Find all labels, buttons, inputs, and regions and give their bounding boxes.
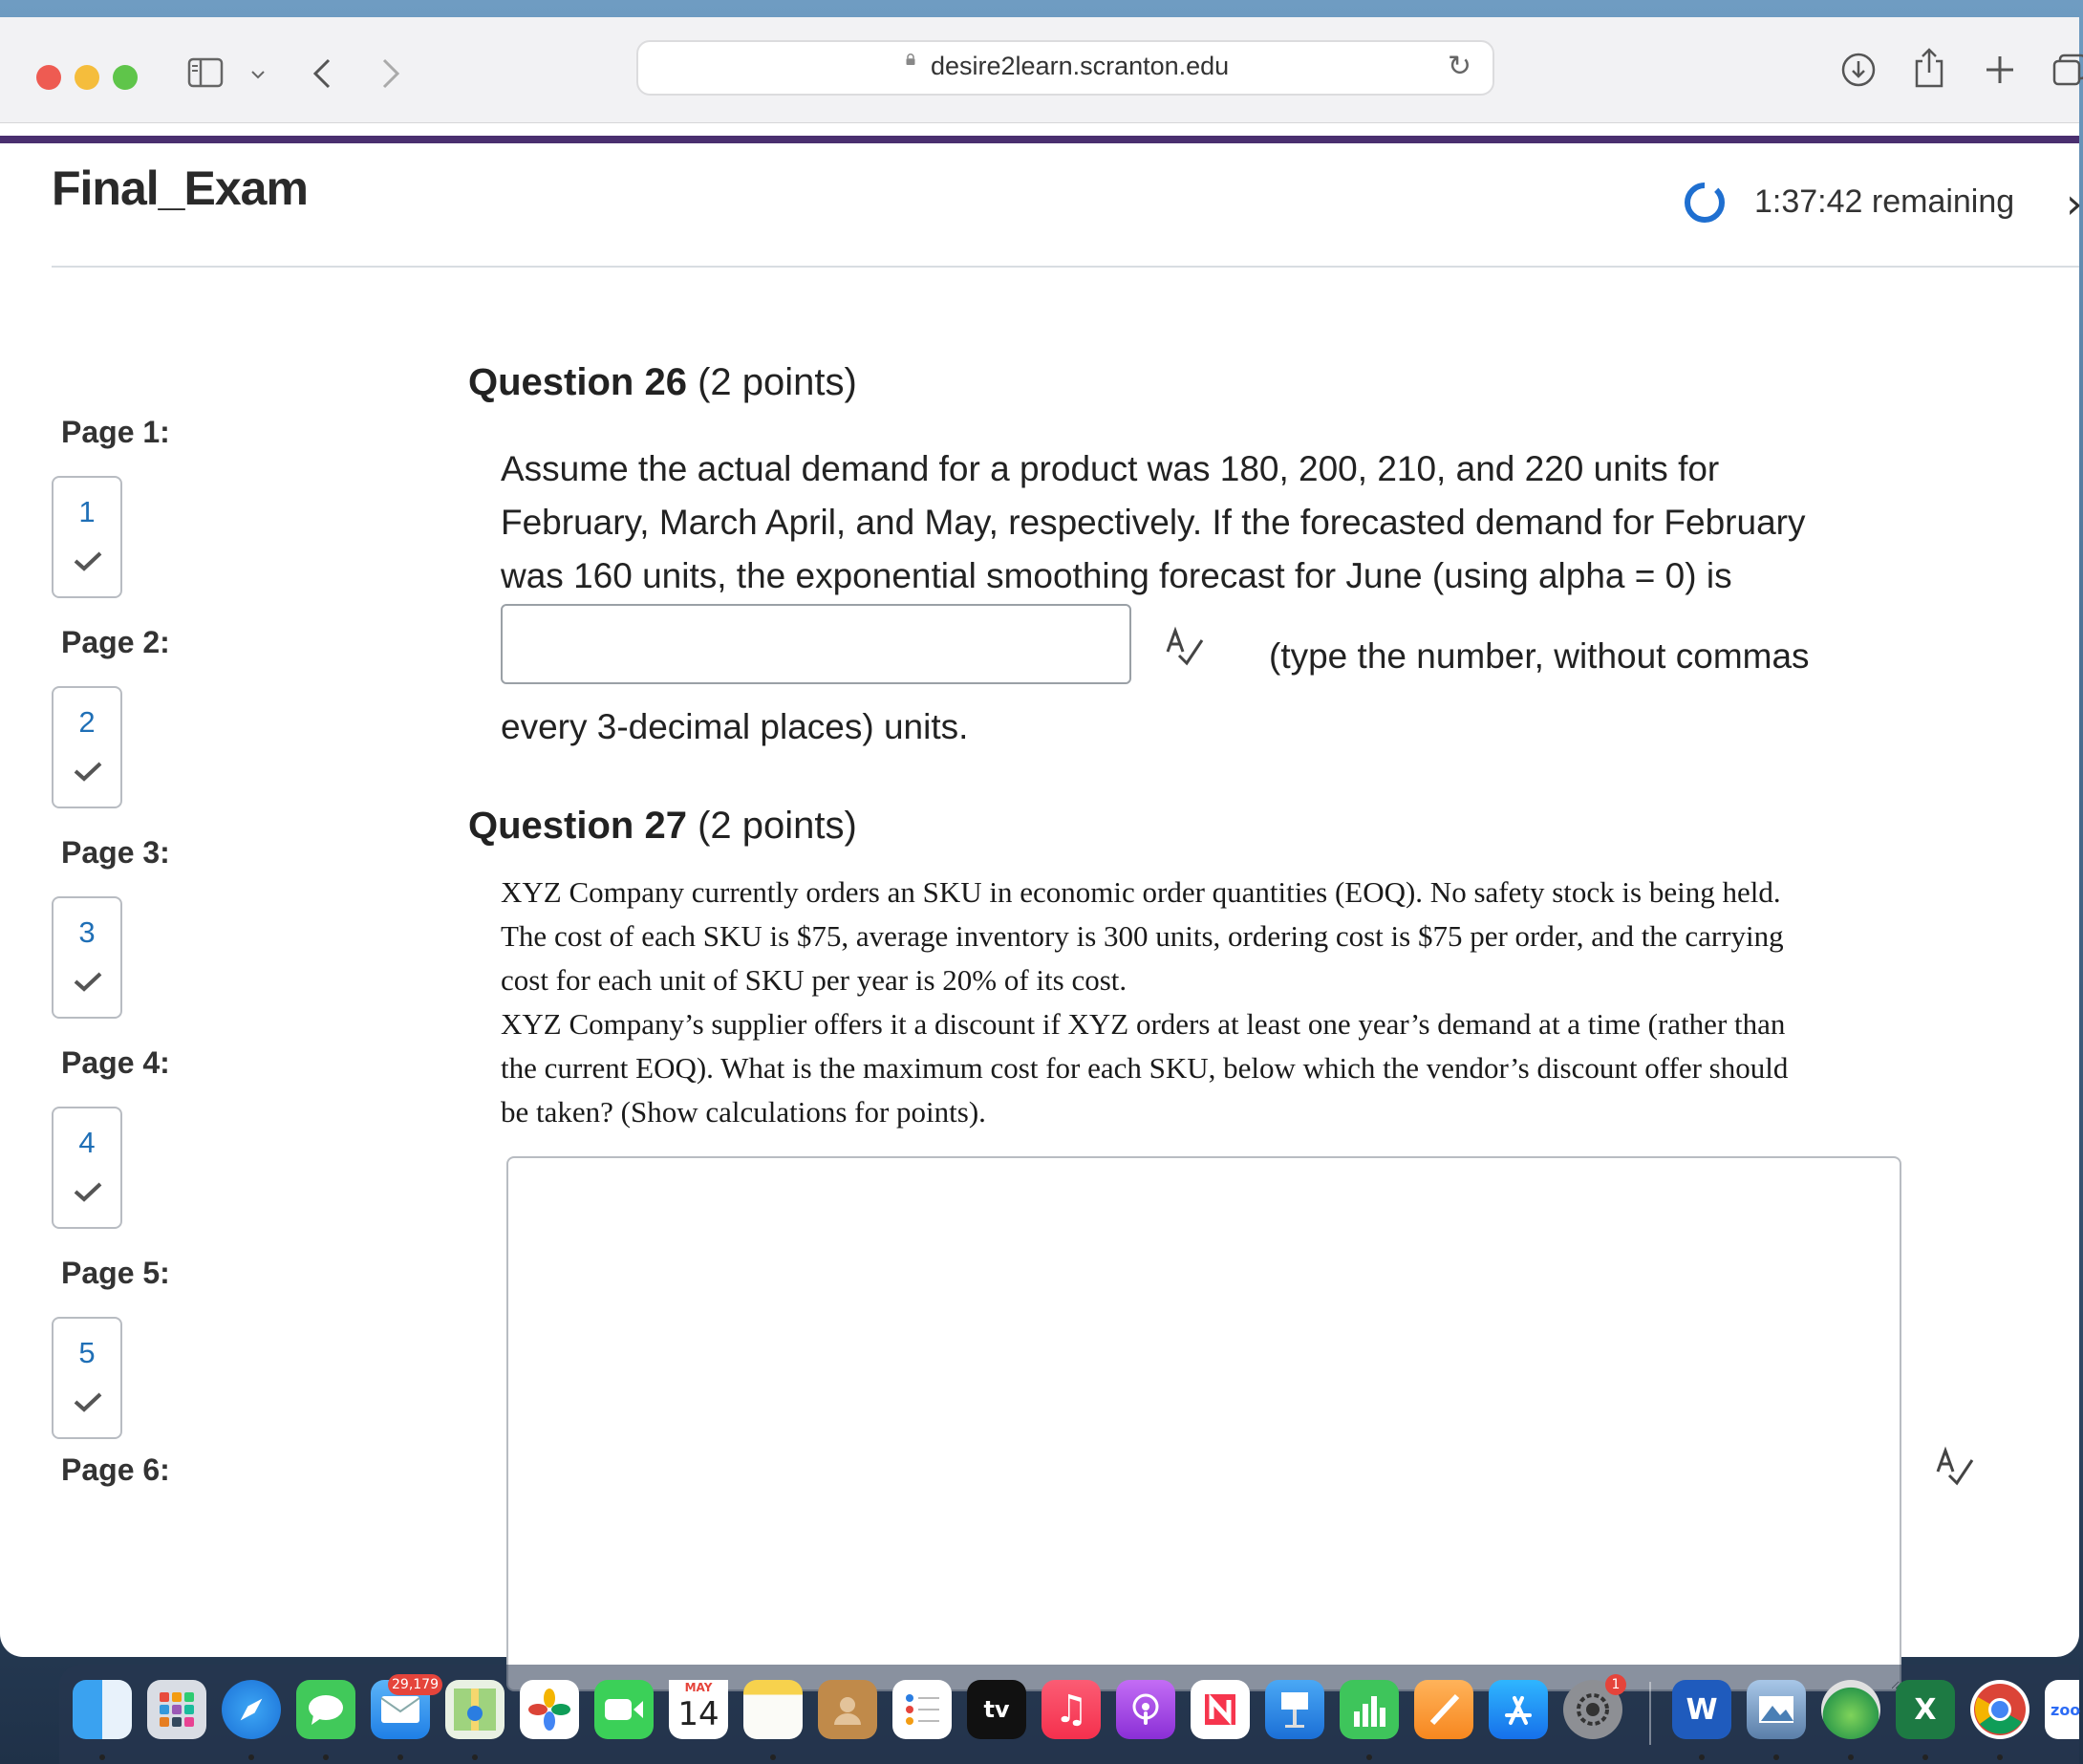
running-indicator (1366, 1754, 1372, 1760)
forward-arrow-icon[interactable] (380, 57, 401, 90)
running-indicator (770, 1754, 776, 1760)
download-icon[interactable] (1840, 52, 1877, 88)
sidebar-toggle-icon[interactable] (187, 57, 224, 88)
checkmark-icon (73, 761, 103, 782)
question-26-answer-input[interactable] (501, 604, 1131, 684)
running-indicator (99, 1754, 105, 1760)
numbers-icon[interactable] (1340, 1680, 1399, 1739)
reload-icon[interactable]: ↻ (1447, 50, 1471, 83)
page-number: 5 (78, 1336, 96, 1369)
mail-badge: 29,179 (388, 1674, 442, 1695)
maps-icon[interactable] (445, 1680, 505, 1739)
share-icon[interactable] (1913, 46, 1945, 90)
close-exam-icon[interactable]: › (2066, 180, 2083, 228)
preview-icon[interactable] (1747, 1680, 1806, 1739)
question-text-line: The cost of each SKU is $75, average inventory is 300 units, ordering cost is $75 per order, and the carrying (501, 919, 1784, 953)
question-text-line: be taken? (Show calculations for points). (501, 1095, 986, 1129)
zoom-window-button[interactable] (113, 65, 138, 90)
chevron-down-icon[interactable] (250, 69, 266, 80)
question-27-answer-textarea[interactable] (506, 1156, 1901, 1691)
macos-dock (59, 1665, 2079, 1764)
page-label: Page 2: (61, 625, 170, 659)
tab-overview-icon[interactable] (2051, 52, 2079, 88)
page-link-2[interactable] (52, 686, 122, 808)
word-letter: W (1686, 1692, 1718, 1727)
contacts-icon[interactable] (818, 1680, 877, 1739)
address-bar[interactable] (636, 40, 1494, 96)
running-indicator (1997, 1754, 2003, 1760)
page-label: Page 6: (61, 1452, 170, 1487)
dock-divider (1649, 1682, 1651, 1745)
question-text-line: Assume the actual demand for a product was 180, 200, 210, and 220 units for (501, 449, 1720, 488)
question-text-line: every 3-decimal places) units. (501, 707, 969, 746)
calendar-month: MAY (669, 1680, 728, 1695)
timer-ring-icon (1684, 182, 1726, 224)
site-accent-bar (0, 136, 2079, 143)
running-indicator (1699, 1754, 1705, 1760)
question-26-heading (468, 361, 857, 404)
new-tab-plus-icon[interactable] (1984, 54, 2016, 86)
zoom-label: zoo (2051, 1700, 2081, 1719)
lock-icon (904, 54, 917, 65)
checkmark-icon (73, 1181, 103, 1202)
page-link-3[interactable] (52, 896, 122, 1019)
page-navigation-sidebar (0, 380, 248, 1487)
excel-letter: X (1914, 1692, 1937, 1727)
chrome-icon[interactable] (1970, 1680, 2029, 1739)
question-number: Question 27 (468, 805, 687, 847)
spellcheck-icon[interactable] (1164, 625, 1206, 667)
safari-icon[interactable] (222, 1680, 281, 1739)
question-text-line: XYZ Company currently orders an SKU in economic order quantities (EOQ). No safety stock is being held. (501, 875, 1781, 909)
page-link-1[interactable] (52, 476, 122, 598)
question-text-line: February, March April, and May, respectively. If the forecasted demand for February (501, 503, 1806, 542)
url-text: desire2learn.scranton.edu (931, 52, 1230, 80)
page-title: Final_Exam (52, 161, 308, 215)
running-indicator (1773, 1754, 1779, 1760)
checkmark-icon (73, 550, 103, 571)
page-number: 2 (78, 705, 96, 739)
music-icon[interactable]: ♫ (1042, 1680, 1101, 1739)
page-label-clip (0, 1452, 248, 1487)
xcode-simulator-icon[interactable] (1821, 1680, 1880, 1739)
close-window-button[interactable] (36, 65, 61, 90)
page-number: 1 (78, 495, 96, 528)
tv-label: tv (983, 1696, 1010, 1723)
finder-icon[interactable] (73, 1680, 132, 1739)
word-icon[interactable] (1672, 1680, 1731, 1739)
question-number: Question 26 (468, 361, 687, 403)
question-text-line: the current EOQ). What is the maximum cost for each SKU, below which the vendor’s discount offer should (501, 1051, 1789, 1085)
keynote-icon[interactable] (1265, 1680, 1324, 1739)
spellcheck-icon[interactable] (1934, 1445, 1976, 1487)
page-label: Page 5: (61, 1256, 170, 1290)
launchpad-icon[interactable] (147, 1680, 206, 1739)
question-points: (2 points) (698, 805, 857, 847)
minimize-window-button[interactable] (75, 65, 99, 90)
page-label: Page 1: (61, 415, 170, 449)
running-indicator (1848, 1754, 1854, 1760)
browser-window (0, 17, 2083, 1657)
page-label: Page 3: (61, 835, 170, 870)
notes-icon[interactable] (743, 1680, 803, 1739)
page-number: 3 (78, 915, 96, 949)
reminders-icon[interactable] (892, 1680, 952, 1739)
running-indicator (248, 1754, 254, 1760)
facetime-icon[interactable] (594, 1680, 654, 1739)
podcasts-icon[interactable] (1116, 1680, 1175, 1739)
photos-icon[interactable] (520, 1680, 579, 1739)
timer-remaining: 1:37:42 remaining (1754, 183, 2015, 220)
back-arrow-icon[interactable] (311, 57, 333, 90)
page-number: 4 (78, 1126, 96, 1159)
question-27-heading (468, 805, 857, 848)
checkmark-icon (73, 971, 103, 992)
page-label: Page 4: (61, 1045, 170, 1080)
pages-icon[interactable] (1414, 1680, 1473, 1739)
question-points: (2 points) (698, 361, 857, 403)
question-text-line: XYZ Company’s supplier offers it a discount if XYZ orders at least one year’s demand at a time (rather than (501, 1007, 1786, 1041)
news-icon[interactable] (1191, 1680, 1250, 1739)
messages-icon[interactable] (296, 1680, 355, 1739)
page-link-4[interactable] (52, 1107, 122, 1229)
running-indicator (323, 1754, 329, 1760)
question-26-heading-clip (0, 361, 2079, 411)
question-text-line: cost for each unit of SKU per year is 20% of its cost. (501, 963, 1127, 997)
running-indicator (1922, 1754, 1928, 1760)
page-link-5[interactable] (52, 1317, 122, 1439)
apple-tv-icon[interactable] (967, 1680, 1026, 1739)
checkmark-icon (73, 1391, 103, 1412)
zoom-app-icon[interactable] (2045, 1680, 2079, 1739)
browser-toolbar (0, 17, 2079, 123)
question-text-line: was 160 units, the exponential smoothing forecast for June (using alpha = 0) is (501, 556, 1732, 595)
app-store-icon[interactable] (1489, 1680, 1548, 1739)
header-divider (52, 266, 2079, 268)
settings-badge: 1 (1605, 1674, 1626, 1695)
excel-icon[interactable] (1896, 1680, 1955, 1739)
calendar-icon[interactable] (669, 1680, 728, 1739)
running-indicator (472, 1754, 478, 1760)
calendar-day: 14 (677, 1695, 719, 1733)
question-text-after-input: (type the number, without commas (1269, 636, 1810, 676)
running-indicator (397, 1754, 403, 1760)
